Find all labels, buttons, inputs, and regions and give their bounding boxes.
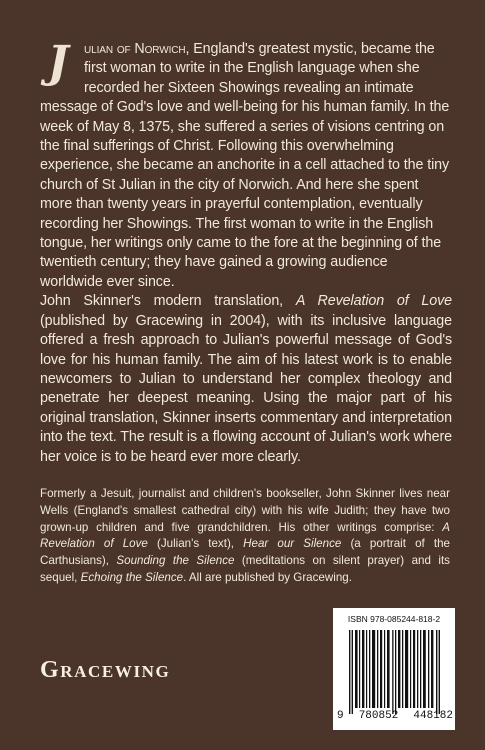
author-bio — [40, 486, 450, 587]
barcode-digit-first: 9 — [337, 710, 344, 722]
bio-paragraph — [40, 486, 450, 587]
publisher-initial: G — [40, 657, 61, 683]
bio-intro: Formerly a Jesuit, journalist and children's bookseller, John Skinner lives near Wells (England's smallest cathedral city) with his wife Judith; they have two grown-up children and five grandchildren. His other writings comprise: — [40, 487, 450, 534]
bio-work-2: Hear our Silence — [243, 537, 342, 551]
barcode-digit-group-2: 448182 — [413, 710, 453, 722]
isbn-label: ISBN 978-085244-818-2 — [347, 614, 441, 624]
description-paragraph-2 — [40, 292, 452, 467]
paragraph-2-prefix: John Skinner's modern translation, — [40, 293, 296, 310]
bio-work-1-note: (Julian's text), — [147, 537, 244, 551]
bio-work-2-note: (a portrait of the Carthusians), — [40, 537, 450, 568]
bio-work-4: Echoing the Silence — [80, 570, 184, 584]
publisher-logo — [40, 657, 170, 684]
decorated-initial: J — [47, 37, 69, 88]
barcode-bars — [343, 630, 447, 714]
bio-work-3-note: (meditations on silent prayer) and its sequel, — [40, 554, 450, 584]
bio-work-3: Sounding the Silence — [116, 554, 235, 568]
translation-title: A Revelation of Love — [295, 293, 453, 310]
book-description — [40, 37, 453, 467]
description-paragraph-1 — [40, 37, 452, 292]
bio-closing: . All are published by Gracewing. — [183, 570, 352, 584]
paragraph-2-text: (published by Gracewing in 2004), with its inclusive language offered a fresh approach to Julian's powerful message of God's love for his human family. The aim of his latest work is to enable newcomers to Julian to understand her complex theology and penetrate her deepest meaning. Using the major part of his original translation, Skinner inserts commentary and interpretation into the text. The result is a flowing account of Julian's work where her voice is to be heard ever more clearly. — [40, 312, 452, 465]
barcode-digit-group-1: 780852 — [358, 710, 399, 722]
paragraph-1-text: , England's greatest mystic, became the first woman to write in the English language when she recorded her Sixteen Showings revealing an intimate message of God's love and well-being for his human family. In the week of May 8, 1375, she suffered a series of visions centring on the final sufferings of Christ. Following this overwhelming experience, she became an anchorite in a cell attached to the tiny church of St Julian in the city of Norwich. And here she spent more than twenty years in prayerful contemplation, eventually recording her Showings. The first woman to write in the English tongue, her writings only came to the fore at the beginning of the twentieth century; they have gained a growing audience worldwide ever since. — [40, 41, 450, 290]
bio-work-1: A Revelation of Love — [40, 520, 450, 551]
isbn-barcode — [333, 608, 455, 730]
barcode-digits — [337, 710, 453, 722]
author-name-lead: ulian of Norwich — [84, 41, 186, 57]
publisher-name: racewing — [60, 657, 171, 683]
